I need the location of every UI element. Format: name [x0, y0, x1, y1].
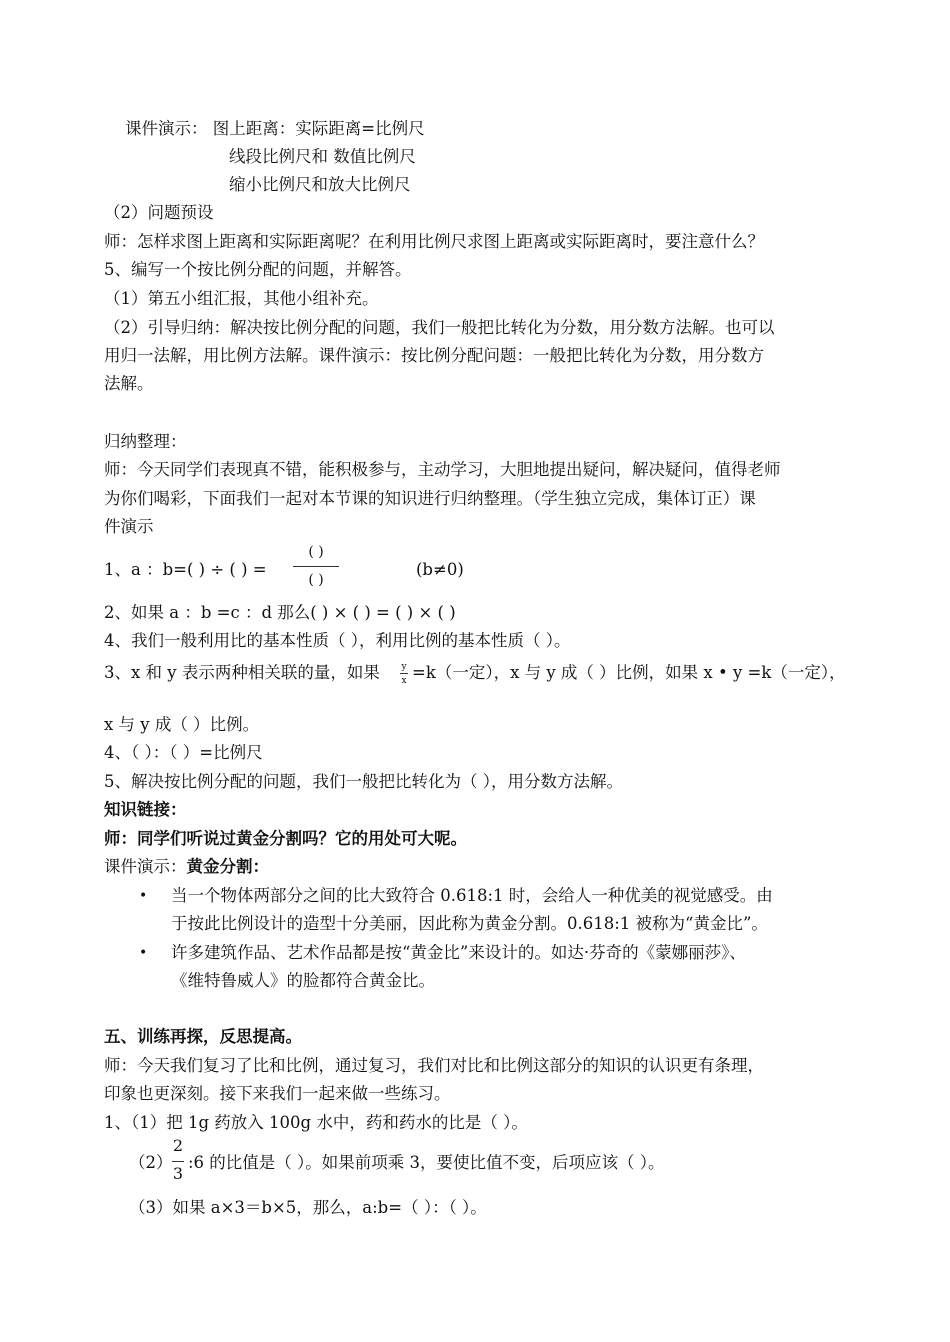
item-3-related-quantities-a: 3、x 和 y 表示两种相关联的量，如果 — [104, 663, 380, 682]
problem-preset-heading: （2）问题预设 — [104, 203, 214, 222]
item-3-fraction-denominator: x — [401, 676, 407, 686]
item-3-fraction-numerator: y — [401, 662, 407, 672]
summary-para-line-3: 件演示 — [104, 517, 154, 536]
step-5-heading: 5、编写一个按比例分配的问题，并解答。 — [104, 260, 412, 279]
exercise-1-2-denominator: 3 — [172, 1164, 184, 1183]
item-3-continued: x 与 y 成（ ）比例。 — [104, 715, 260, 734]
courseware-label: 课件演示： — [104, 857, 187, 876]
item-1-fraction-bar — [293, 566, 339, 567]
item-1-ratio: 1、a ：b=( ) ÷ ( ) = — [104, 560, 267, 579]
item-5-ratio-distribution: 5、解决按比例分配的问题，我们一般把比转化为（ ），用分数方法解。 — [104, 772, 623, 791]
bullet-icon: • — [139, 888, 148, 904]
summary-para-line-2: 为你们喝彩，下面我们一起对本节课的知识进行归纳整理。（学生独立完成，集体订正）课 — [104, 489, 756, 508]
group-report-line: （1）第五小组汇报，其他小组补充。 — [104, 289, 379, 308]
induction-line-3: 法解。 — [104, 374, 154, 393]
golden-bullet-1-line-1: 当一个物体两部分之间的比大致符合 0.618:1 时，会给人一种优美的视觉感受。由 — [171, 886, 773, 905]
item-2-proportion: 2、如果 a ：b =c ：d 那么( ) × ( ) = ( ) × ( ) — [104, 603, 456, 622]
knowledge-link-heading: 知识链接： — [104, 800, 187, 819]
item-1-fraction-denominator: ( ) — [308, 572, 324, 588]
exercise-1-2-text: :6 的比值是（ ）。如果前项乘 3，要使比值不变，后项应该（ ）。 — [188, 1153, 665, 1172]
courseware-scale-definition: 课件演示： 图上距离：实际距离=比例尺 — [125, 119, 425, 138]
induction-line-1: （2）引导归纳：解决按比例分配的问题，我们一般把比转化为分数，用分数方法解。也可以 — [104, 318, 775, 337]
summary-heading: 归纳整理： — [104, 432, 187, 451]
section-5-heading: 五、训练再探，反思提高。 — [104, 1027, 302, 1046]
item-3-fraction-bar — [400, 673, 408, 674]
golden-section-label: 黄金分割： — [186, 857, 269, 876]
courseware-scale-shrink-enlarge: 缩小比例尺和放大比例尺 — [229, 175, 411, 194]
induction-line-2: 用归一法解，用比例方法解。课件演示：按比例分配问题：一般把比转化为分数，用分数方 — [104, 346, 764, 365]
golden-bullet-2-line-2: 《维特鲁威人》的脸都符合黄金比。 — [171, 971, 435, 990]
summary-para-line-1: 师：今天同学们表现真不错，能积极参与，主动学习，大胆地提出疑问，解决疑问，值得老师 — [104, 460, 781, 479]
teacher-question-distance: 师：怎样求图上距离和实际距离呢？在利用比例尺求图上距离或实际距离时，要注意什么？ — [104, 232, 764, 251]
bullet-icon: • — [139, 945, 148, 961]
exercise-1-3: （3）如果 a×3＝b×5，那么，a:b=（ ）：（ ）。 — [129, 1198, 487, 1217]
courseware-golden-section — [104, 856, 269, 878]
section-5-para-line-2: 印象也更深刻。接下来我们一起来做一些练习。 — [104, 1084, 451, 1103]
item-4-basic-property: 4、我们一般利用比的基本性质（ ），利用比例的基本性质（ ）。 — [104, 631, 571, 650]
exercise-1-2-numerator: 2 — [172, 1136, 184, 1155]
item-3-related-quantities-b: =k（一定），x 与 y 成（ ）比例，如果 x • y =k（一定）， — [412, 663, 846, 682]
item-1-fraction-numerator: ( ) — [308, 544, 324, 560]
item-4-scale-formula: 4、（ ）：（ ）=比例尺 — [104, 743, 263, 762]
exercise-1-2-fraction-bar — [172, 1161, 184, 1162]
exercise-1-2-prefix: （2） — [129, 1153, 173, 1172]
golden-bullet-1-line-2: 于按此比例设计的造型十分美丽，因此称为黄金分割。0.618:1 被称为“黄金比”。 — [171, 914, 768, 933]
section-5-para-line-1: 师：今天我们复习了比和比例，通过复习，我们对比和比例这部分的知识的认识更有条理， — [104, 1056, 764, 1075]
exercise-1-1: 1、（1）把 1g 药放入 100g 水中，药和药水的比是（ ）。 — [104, 1113, 528, 1132]
teacher-golden-section-question: 师：同学们听说过黄金分割吗？它的用处可大呢。 — [104, 829, 467, 848]
golden-bullet-2-line-1: 许多建筑作品、艺术作品都是按“黄金比”来设计的。如达·芬奇的《蒙娜丽莎》、 — [171, 943, 746, 962]
courseware-scale-types: 线段比例尺和 数值比例尺 — [229, 147, 416, 166]
item-1-condition: (b≠0) — [416, 560, 464, 579]
